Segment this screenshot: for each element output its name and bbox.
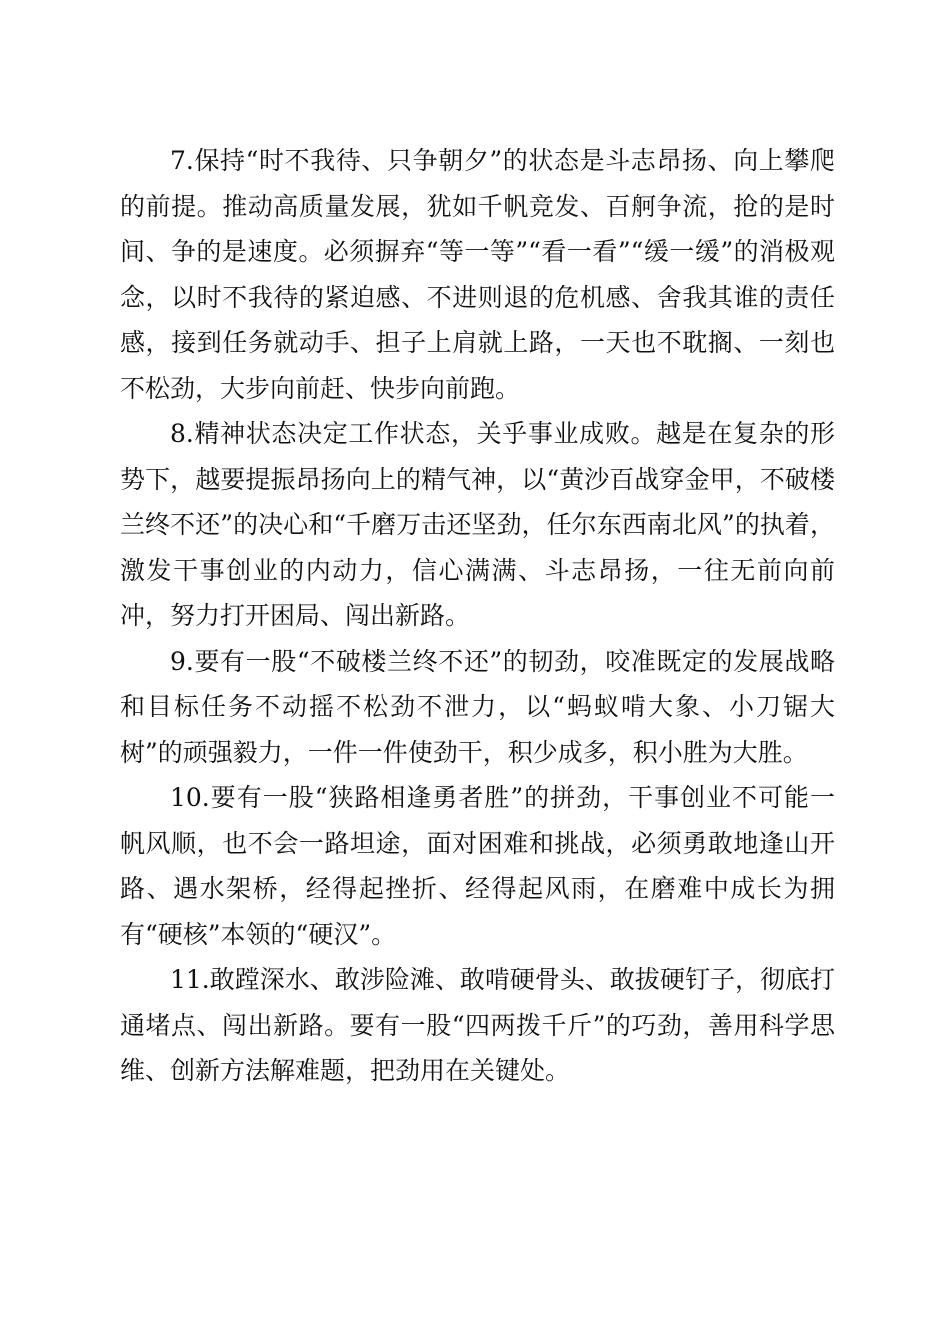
paragraph-11: 11.敢蹚深水、敢涉险滩、敢啃硬骨头、敢拔硬钉子，彻底打通堵点、闯出新路。要有一股“四两拨千斤”的巧劲，善用科学思维、创新方法解难题，把劲用在关键处。 (120, 965, 835, 1085)
paragraph-10: 10.要有一股“狭路相逢勇者胜”的拼劲，干事创业不可能一帆风顺，也不会一路坦途，面对困难和挑战，必须勇敢地逢山开路、遇水架桥，经得起挫折、经得起风雨，在磨难中成长为拥有“硬核”本领的“硬汉”。 (120, 783, 835, 949)
document-body (120, 138, 835, 1094)
paragraph-7: 7.保持“时不我待、只争朝夕”的状态是斗志昂扬、向上攀爬的前提。推动高质量发展，犹如千帆竞发、百舸争流，抢的是时间、争的是速度。必须摒弃“等一等”“看一看”“缓一缓”的消极观念，以时不我待的紧迫感、不进则退的危机感、舍我其谁的责任感，接到任务就动手、担子上肩就上路，一天也不耽搁、一刻也不松劲，大步向前赶、快步向前跑。 (120, 146, 835, 403)
paragraph-9: 9.要有一股“不破楼兰终不还”的韧劲，咬准既定的发展战略和目标任务不动摇不松劲不泄力，以“蚂蚁啃大象、小刀锯大树”的顽强毅力，一件一件使劲干，积少成多，积小胜为大胜。 (120, 646, 835, 767)
paragraph-8: 8.精神状态决定工作状态，关乎事业成败。越是在复杂的形势下，越要提振昂扬向上的精气神，以“黄沙百战穿金甲，不破楼兰终不还”的决心和“千磨万击还坚劲，任尔东西南北风”的执着，激发干事创业的内动力，信心满满、斗志昂扬，一往无前向前冲，努力打开困局、闯出新路。 (120, 419, 835, 630)
